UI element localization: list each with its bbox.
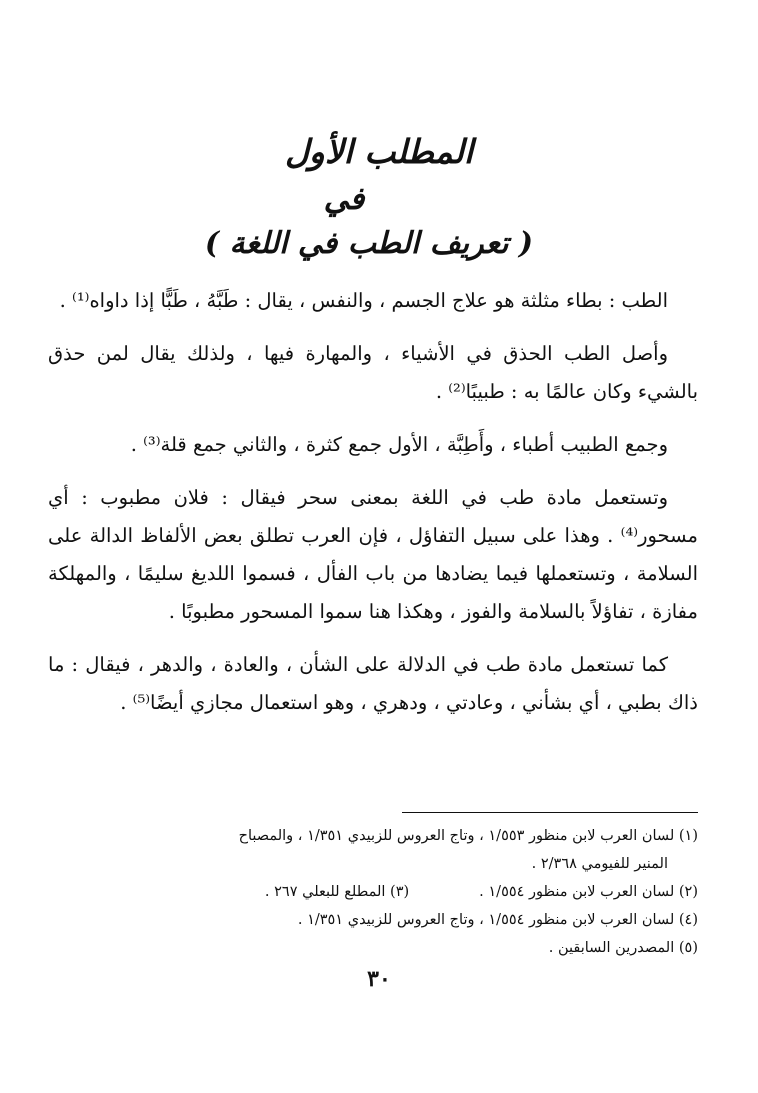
footnote-divider xyxy=(402,812,698,813)
page-number: ٣٠ xyxy=(367,966,391,992)
footnote-2: (٢) لسان العرب لابن منظور ١/٥٥٤ . xyxy=(479,884,698,900)
footnote-4: (٤) لسان العرب لابن منظور ١/٥٥٤ ، وتاج العروس للزبيدي ١/٣٥١ . xyxy=(297,912,698,928)
paragraph-definition: الطب : بطاء مثلثة هو علاج الجسم ، والنفس ، يقال : طَبَّهُ ، طَبًّا إذا داواه⁽¹⁾ . xyxy=(59,289,668,312)
footnotes xyxy=(48,822,698,962)
section-heading xyxy=(0,128,758,266)
paragraph-plural: وجمع الطبيب أطباء ، وأَطِبَّة ، الأول جمع كثرة ، والثاني جمع قلة⁽³⁾ . xyxy=(130,433,668,456)
footnote-3: (٣) المطلع للبعلي ٢٦٧ . xyxy=(264,884,410,900)
paragraph-magic: وتستعمل مادة طب في اللغة بمعنى سحر فيقال : فلان مطبوب : أي مسحور⁽⁴⁾ . وهذا على سبيل التفاؤل ، فإن العرب تطلق بعض الألفاظ الدالة على السلامة ، وتستعملها فيما يضادها من باب الفأل ، فسموا اللديغ سليمًا ، والمهلكة مفازة ، تفاؤلاً بالسلامة والفوز ، وهكذا هنا سموا المسحور مطبوبًا . xyxy=(48,486,698,623)
footnote-1: (١) لسان العرب لابن منظور ١/٥٥٣ ، وتاج العروس للزبيدي ١/٣٥١ ، والمصباح xyxy=(238,828,698,844)
paragraph-usage: كما تستعمل مادة طب في الدلالة على الشأن ، والعادة ، والدهر ، فيقال : ما ذاك بطبي ، أي بشأني ، وعادتي ، ودهري ، وهو استعمال مجازي أيضًا⁽⁵⁾ . xyxy=(48,653,698,714)
section-subtitle: ( تعريف الطب في اللغة ) xyxy=(204,226,534,261)
section-connector: في xyxy=(323,181,365,217)
section-title: المطلب الأول xyxy=(284,132,474,171)
footnote-1-continued: المنير للفيومي ٢/٣٦٨ . xyxy=(531,856,668,872)
footnote-5: (٥) المصدرين السابقين . xyxy=(548,940,698,956)
paragraph-origin: وأصل الطب الحذق في الأشياء ، والمهارة فيها ، ولذلك يقال لمن حذق بالشيء وكان عالمًا به : طبيبًا⁽²⁾ . xyxy=(48,342,698,403)
footnote-row xyxy=(48,878,698,906)
main-text xyxy=(48,282,698,722)
